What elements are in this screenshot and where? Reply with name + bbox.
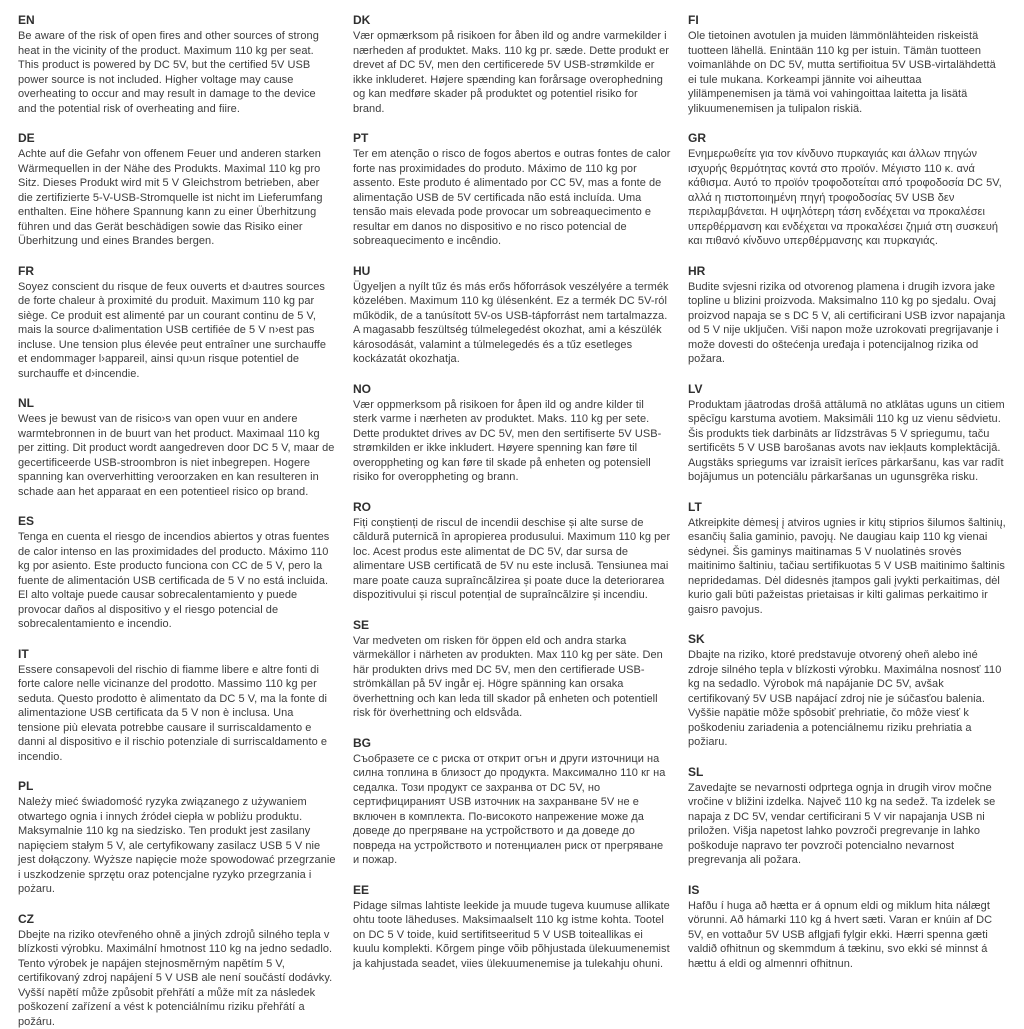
language-code: FR	[18, 264, 336, 279]
language-text: Należy mieć świadomość ryzyka związanego z używaniem otwartego ognia i innych źródeł ciepła w pobliżu produktu. Maksymalnie 110 kg na siedzisko. Ten produkt jest zasilany napięciem stałym 5 V, ale certyfikowany zasilacz USB 5 V nie jest dołączony. Wyższe napięcie może spowodować przegrzanie i uszkodzenie sprzętu oraz potencjalne ryzyko przegrzania i pożaru.	[18, 795, 336, 897]
language-block-lv	[688, 382, 1006, 485]
language-text: Dbejte na riziko otevřeného ohně a jiných zdrojů silného tepla v blízkosti výrobku. Maximální hmotnost 110 kg na jedno sedadlo. Tento výrobek je napájen stejnosměrným napětím 5 V, certifikovaný zdroj napájení 5 V USB ale není součástí dodávky. Vyšší napětí může způsobit přehřátí a může mít za následek poškození zařízení a vést k potenciálnímu riziku přehřátí a požáru.	[18, 928, 336, 1029]
language-text: Hafðu í huga að hætta er á opnum eldi og miklum hita nálægt vörunni. Að hámarki 110 kg á hvert sæti. Varan er knúin af DC 5V, en vottaður 5V USB aflgjafi fylgir ekki. Hærri spenna gæti valdið ofhitnun og skemmdum á tækinu, svo ekki sé minnst á hættu á eldi og almennri ofhitnun.	[688, 899, 1006, 972]
language-text: Dbajte na riziko, ktoré predstavuje otvorený oheň alebo iné zdroje silného tepla v blízkosti výrobku. Maximálna nosnosť 110 kg na sedadlo. Výrobok má napájanie DC 5V, avšak certifikovaný 5V USB napájací zdroj nie je súčasťou balenia. Vyššie napätie môže spôsobiť prehriatie, čo môže viesť k poškodeniu zariadenia a potenciálnemu riziku prehriatia a požiaru.	[688, 648, 1006, 750]
column-2	[353, 13, 671, 1014]
language-block-sk	[688, 632, 1006, 750]
language-block-ee	[353, 883, 671, 972]
language-text: Tenga en cuenta el riesgo de incendios abiertos y otras fuentes de calor intenso en las proximidades del producto. Máximo 110 kg por asiento. Este producto funciona con CC de 5 V, pero la fuente de alimentación USB certificada de 5 V no está incluida. El alto voltaje puede causar sobrecalentamiento y puede provocar daños al dispositivo y el riesgo potencial de sobrecalentamiento e incendio.	[18, 530, 336, 632]
language-code: NO	[353, 382, 671, 397]
language-block-sl	[688, 765, 1006, 868]
language-code: FI	[688, 13, 1006, 28]
language-block-no	[353, 382, 671, 485]
language-code: IT	[18, 647, 336, 662]
language-text: Съобразете се с риска от открит огън и други източници на силна топлина в близост до продукта. Максимално 110 кг на седалка. Този продукт се захранва от DC 5V, но сертифицираният USB източник на захранване 5V не е включен в комплекта. По-високото напрежение може да доведе до прегряване на устройството и да доведе до повреда на устройството и потенциален риск от прегряване и пожар.	[353, 752, 671, 868]
language-text: Var medveten om risken för öppen eld och andra starka värmekällor i närheten av produkten. Max 110 kg per säte. Den här produkten drivs med DC 5V, men den certifierade USB-strömkällan på 5V ingår ej. Högre spänning kan orsaka överhettning och kan leda till skador på enheten och potentiell risk för överhettning och eldsvåda.	[353, 634, 671, 721]
language-block-hr	[688, 264, 1006, 367]
language-code: ES	[18, 514, 336, 529]
language-text: Ole tietoinen avotulen ja muiden lämmönlähteiden riskeistä tuotteen lähellä. Enintään 110 kg per istuin. Tämän tuotteen voimanlähde on DC 5V, mutta sertifioitua 5V USB-virtalähdettä ei tule mukana. Korkeampi jännite voi aiheuttaa ylilämpenemisen ja tämä voi vahingoittaa laitetta ja lisätä ylikuumenemisen ja tulipalon riskiä.	[688, 29, 1006, 116]
language-text: Pidage silmas lahtiste leekide ja muude tugeva kuumuse allikate ohtu toote läheduses. Maksimaalselt 110 kg istme kohta. Tootel on DC 5 V toide, kuid sertifitseeritud 5 V USB toiteallikas ei kuulu komplekti. Kõrgem pinge võib põhjustada ülekuumenemist ja kahjustada seadet, viies ülekuumenemise ja tulekahju ohuni.	[353, 899, 671, 972]
language-code: LT	[688, 500, 1006, 515]
language-code: EE	[353, 883, 671, 898]
language-text: Ter em atenção o risco de fogos abertos e outras fontes de calor forte nas proximidades do produto. Máximo de 110 kg por assento. Este produto é alimentado por CC 5V, mas a fonte de alimentação USB de 5V certificada não está incluída. Uma tensão mais elevada pode provocar um sobreaquecimento e resultar em danos no dispositivo e no risco potencial de sobreaquecimento e incêndio.	[353, 147, 671, 249]
language-code: RO	[353, 500, 671, 515]
language-text: Budite svjesni rizika od otvorenog plamena i drugih izvora jake topline u blizini proizvoda. Maksimalno 110 kg po sjedalu. Ovaj proizvod napaja se s DC 5 V, ali certificirani USB izvor napajanja od 5 V nije uključen. Viši napon može uzrokovati pregrijavanje i može dovesti do oštećenja uređaja i potencijalnog rizika od požara.	[688, 280, 1006, 367]
language-block-cz	[18, 912, 336, 1029]
language-block-bg	[353, 736, 671, 868]
language-code: EN	[18, 13, 336, 28]
language-code: PL	[18, 779, 336, 794]
language-text: Ενημερωθείτε για τον κίνδυνο πυρκαγιάς και άλλων πηγών ισχυρής θερμότητας κοντά στο προϊόν. Μέγιστο 110 κ. ανά κάθισμα. Αυτό το προϊόν τροφοδοτείται από τροφοδοσία DC 5V, αλλά η πιστοποιημένη πηγή τροφοδοσίας 5V USB δεν περιλαμβάνεται. Η υψηλότερη τάση ενδέχεται να προκαλέσει υπερθέρμανση και ενδέχεται να προκαλέσει ζημιά στη συσκευή και πιθανό κίνδυνο υπερθέρμανσης και πυρκαγιάς.	[688, 147, 1006, 249]
language-block-ro	[353, 500, 671, 603]
language-text: Essere consapevoli del rischio di fiamme libere e altre fonti di forte calore nelle vicinanze del prodotto. Massimo 110 kg per seduta. Questo prodotto è alimentato da DC 5 V, ma la fonte di alimentazione USB certificata da 5 V non è inclusa. Una tensione più elevata potrebbe causare il surriscaldamento e danni al dispositivo e il rischio potenziale di surriscaldamento e incendio.	[18, 663, 336, 765]
language-code: SK	[688, 632, 1006, 647]
language-block-fi	[688, 13, 1006, 116]
language-block-is	[688, 883, 1006, 972]
language-code: PT	[353, 131, 671, 146]
language-text: Ügyeljen a nyílt tűz és más erős hőforrások veszélyére a termék közelében. Maximum 110 kg ülésenként. Ez a termék DC 5V-ról működik, de a tanúsított 5V-os USB-tápforrást nem tartalmazza. A magasabb feszültség túlmelegedést okozhat, ami a készülék károsodását, valamint a túlmelegedés és a tűz esetleges kockázatát okozhatja.	[353, 280, 671, 367]
language-block-pl	[18, 779, 336, 897]
language-block-se	[353, 618, 671, 721]
language-block-gr	[688, 131, 1006, 249]
language-code: SE	[353, 618, 671, 633]
language-text: Wees je bewust van de risico›s van open vuur en andere warmtebronnen in de buurt van het product. Maximaal 110 kg per zitting. Dit product wordt aangedreven door DC 5 V, maar de gecertificeerde USB-stroombron is niet inbegrepen. Hogere spanning kan oververhitting veroorzaken en kan resulteren in schade aan het apparaat en een potentieel risico op brand.	[18, 412, 336, 499]
language-text: Atkreipkite dėmesį į atviros ugnies ir kitų stiprios šilumos šaltinių, esančių šalia gaminio, pavojų. Ne daugiau kaip 110 kg vienai sėdynei. Šis gaminys maitinamas 5 V nuolatinės srovės maitinimo šaltiniu, tačiau sertifikuotas 5 V USB maitinimo šaltinis nepridedamas. Dėl didesnės įtampos gali įvykti perkaitimas, dėl kurio gali būti pažeistas prietaisas ir kilti galimas perkaitimo ir gaisro pavojus.	[688, 516, 1006, 618]
language-code: SL	[688, 765, 1006, 780]
language-code: LV	[688, 382, 1006, 397]
language-text: Soyez conscient du risque de feux ouverts et d›autres sources de forte chaleur à proximité du produit. Maximum 110 kg par siège. Ce produit est alimenté par un courant continu de 5 V, mais la source d›alimentation USB certifiée de 5 V n›est pas incluse. Une tension plus élevée peut entraîner une surchauffe et endommager l›appareil, ainsi qu›un risque potentiel de surchauffe et d›incendie.	[18, 280, 336, 382]
column-1	[18, 13, 336, 1014]
language-code: HU	[353, 264, 671, 279]
language-block-de	[18, 131, 336, 249]
language-block-dk	[353, 13, 671, 116]
language-code: DE	[18, 131, 336, 146]
language-text: Vær opmærksom på risikoen for åben ild og andre varmekilder i nærheden af produktet. Maks. 110 kg pr. sæde. Dette produkt er drevet af DC 5V, men den certificerede 5V USB-strømkilde er ikke inkluderet. Højere spænding kan forårsage overophedning og kan medføre skader på produktet og potentiel risiko for brand.	[353, 29, 671, 116]
language-code: BG	[353, 736, 671, 751]
language-text: Produktam jāatrodas drošā attālumā no atklātas uguns un citiem spēcīgu karstuma avotiem. Maksimāli 110 kg uz vienu sēdvietu. Šis produkts tiek darbināts ar līdzstrāvas 5 V spriegumu, taču sertificēts 5 V USB barošanas avots nav iekļauts komplektācijā. Augstāks spriegums var izraisīt ierīces pārkaršanu, kas var radīt bojājumus un potenciālu pārkaršanas un ugunsgrēka risku.	[688, 398, 1006, 485]
column-3	[688, 13, 1006, 1014]
language-block-pt	[353, 131, 671, 249]
language-block-hu	[353, 264, 671, 367]
language-code: CZ	[18, 912, 336, 927]
language-block-es	[18, 514, 336, 632]
language-code: GR	[688, 131, 1006, 146]
language-code: NL	[18, 396, 336, 411]
language-text: Zavedajte se nevarnosti odprtega ognja in drugih virov močne vročine v bližini izdelka. Največ 110 kg na sedež. Ta izdelek se napaja z DC 5V, vendar certificirani 5 V vir napajanja USB ni priložen. Višja napetost lahko povzroči pregrevanje in lahko poškoduje napravo ter povzroči potencialno nevarnost pregrevanja ali požara.	[688, 781, 1006, 868]
language-block-en	[18, 13, 336, 116]
language-text: Be aware of the risk of open fires and other sources of strong heat in the vicinity of the product. Maximum 110 kg per seat. This product is powered by DC 5V, but the certified 5V USB power source is not included. Higher voltage may cause overheating to occur and may result in damage to the device and the potential risk of overheating and fiire.	[18, 29, 336, 116]
language-code: DK	[353, 13, 671, 28]
language-code: IS	[688, 883, 1006, 898]
language-block-fr	[18, 264, 336, 382]
language-text: Achte auf die Gefahr von offenem Feuer und anderen starken Wärmequellen in der Nähe des Produkts. Maximal 110 kg pro Sitz. Dieses Produkt wird mit 5 V Gleichstrom betrieben, aber die zertifizierte 5-V-USB-Stromquelle ist nicht im Lieferumfang enthalten. Eine höhere Spannung kann zu einer Überhitzung führen und das Gerät beschädigen sowie das Risiko einer Überhitzung und eines Brandes bergen.	[18, 147, 336, 249]
language-text: Fiți conștienți de riscul de incendii deschise și alte surse de căldură puternică în apropierea produsului. Maximum 110 kg per loc. Acest produs este alimentat de DC 5V, dar sursa de alimentare USB certificată de 5V nu este inclusă. Tensiunea mai mare poate cauza supraîncălzirea și poate duce la deteriorarea dispozitivului și riscul potențial de supraîncălzire și incendiu.	[353, 516, 671, 603]
language-block-lt	[688, 500, 1006, 618]
language-block-it	[18, 647, 336, 765]
language-text: Vær oppmerksom på risikoen for åpen ild og andre kilder til sterk varme i nærheten av produktet. Maks. 110 kg per sete. Dette produktet drives av DC 5V, men den sertifiserte 5V USB-strømkilden er ikke inkludert. Høyere spenning kan føre til overoppheting og kan føre til skade på enheten og potensiell risiko for overoppheting og brann.	[353, 398, 671, 485]
language-code: HR	[688, 264, 1006, 279]
language-block-nl	[18, 396, 336, 499]
